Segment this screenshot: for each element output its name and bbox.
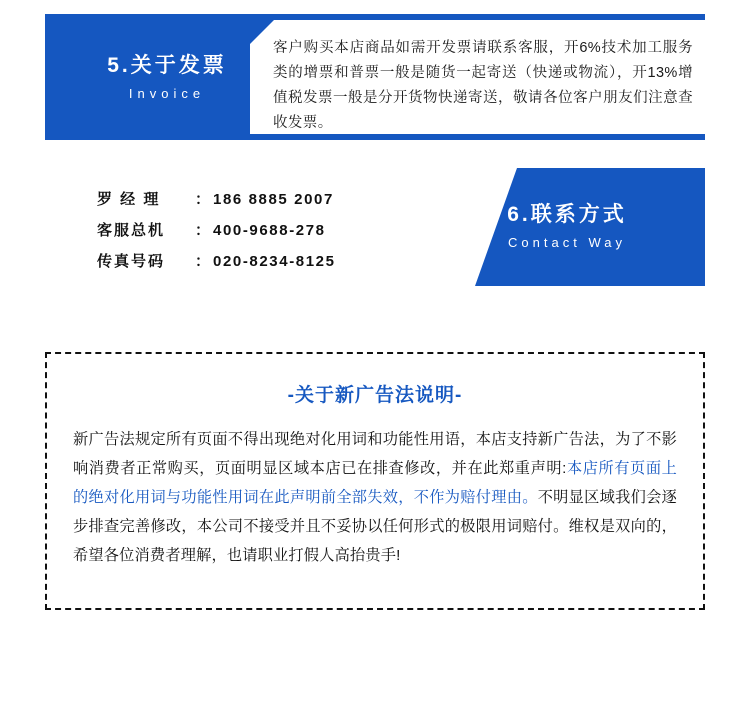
contact-row-hotline xyxy=(97,219,336,250)
contact-heading xyxy=(447,201,687,254)
contact-colon-hotline: ： xyxy=(195,222,211,239)
notice-part2: 不明显区域我们会逐步排查完善修改，本公司不接受并且不妥协以任何形式的极限用词赔付。维权是双向的，希望各位消费者理解，也请职业打假人高抬贵手! xyxy=(73,489,677,564)
invoice-heading-cn: 5.关于发票 xyxy=(107,54,227,77)
contact-row-manager xyxy=(97,188,336,219)
contact-heading-en: Contact Way xyxy=(508,235,626,250)
contact-value-fax[interactable]: 020-8234-8125 xyxy=(213,253,336,270)
contact-key-fax: 传真号码 xyxy=(97,253,166,270)
notice-body xyxy=(73,425,677,570)
contact-row-fax xyxy=(97,250,336,281)
notice-part1: 新广告法规定所有页面不得出现绝对化用词和功能性用语，本店支持新广告法，为了不影响消费者正常购买，页面明显区域本店已在排查修改，并在此郑重声明: xyxy=(73,431,677,477)
contact-heading-cn: 6.联系方式 xyxy=(507,203,627,226)
contact-key-hotline: 客服总机 xyxy=(97,222,166,239)
notice-title: -关于新广告法说明- xyxy=(287,385,463,406)
contact-info-list xyxy=(97,188,336,281)
contact-key-manager: 罗 经 理 xyxy=(97,191,161,208)
invoice-heading xyxy=(67,52,267,105)
contact-value-hotline[interactable]: 400-9688-278 xyxy=(213,222,326,239)
invoice-heading-en: Invoice xyxy=(128,86,206,101)
invoice-body-text: 客户购买本店商品如需开发票请联系客服，开6%技术加工服务类的增票和普票一般是随货一起寄送（快递或物流），开13%增值税发票一般是分开货物快递寄送，敬请各位客户朋友们注意查收发票。 xyxy=(273,40,693,131)
advertising-law-notice xyxy=(45,352,705,610)
contact-section xyxy=(45,168,705,286)
notice-highlight: 本店所有页面上的绝对化用词与功能性用词在此声明前全部失效，不作为赔付理由。 xyxy=(73,460,677,506)
contact-value-manager[interactable]: 186 8885 2007 xyxy=(213,191,334,208)
contact-colon-manager: ： xyxy=(195,191,211,208)
contact-colon-fax: ： xyxy=(195,253,211,270)
invoice-section xyxy=(45,14,705,140)
